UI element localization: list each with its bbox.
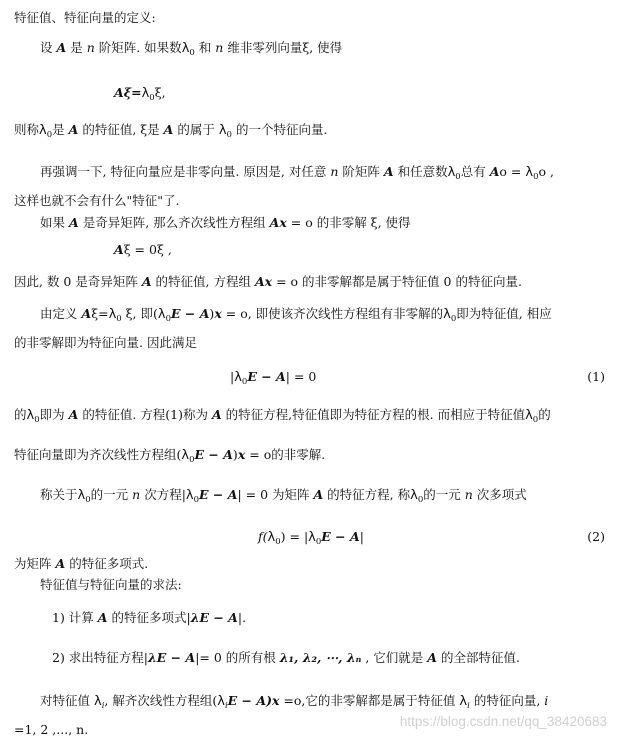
definition-derivation-line-1: 由定义 $A\xi=\lambda_0$ ξ, 即$(\lambda_0E - A)x = o$, 即使该齐次线性方程组有非零解的$\lambda_0$即为特征值, 相应 [40, 306, 552, 324]
characteristic-polynomial: $f(\lambda_0) = |\lambda_0E - A|$ [258, 529, 364, 547]
method-step-2: 2) 求出特征方程|λE − A|= 0 的所有根 λ₁, λ₂, ⋯, λₙ , 它们就是 A 的全部特征值. [52, 650, 520, 665]
equation-eigen-definition: $A\xi=\lambda_0\xi$, [114, 85, 166, 103]
section-heading: 特征值、特征向量的定义: [14, 10, 156, 25]
equation-number-1: (1) [587, 369, 605, 384]
singular-line-2: 因此, 数 0 是奇异矩阵 A 的特征值, 方程组 Ax = o 的非零解都是属于特征值 0 的特征向量. [14, 274, 522, 289]
characteristic-line-2: 特征向量即为齐次线性方程组$(\lambda_0E - A)x = o$的非零解. [14, 447, 326, 465]
emphasis-line-2: 这样也就不会有什么"特征"了. [14, 193, 180, 208]
method-conclusion-line-1: 对特征值 $\lambda_i$, 解齐次线性方程组$(\lambda_iE - A)x =o$,它的非零解都是属于特征值 $\lambda_i$ 的特征向量, i [40, 693, 549, 711]
definition-derivation-line-2: 的非零解即为特征向量. 因此满足 [14, 335, 197, 350]
characteristic-line-1: 的$\lambda_0$即为 A 的特征值. 方程(1)称为 A 的特征方程,特征值即为特征方程的根. 而相应于特征值$\lambda_0$的 [14, 407, 551, 425]
method-conclusion-line-2: =1, 2 ,..., n. [14, 722, 89, 737]
method-step-1: 1) 计算 A 的特征多项式|λE − A|. [52, 610, 247, 625]
definition-line-2: 则称$\lambda_0$是 A 的特征值, ξ是 A 的属于 $\lambda_0$ 的一个特征向量. [14, 122, 328, 140]
singular-line-1: 如果 A 是奇异矩阵, 那么齐次线性方程组 Ax = o 的非零解 ξ, 使得 [40, 215, 411, 230]
definition-line-1: 设 A 是 n 阶矩阵. 如果数$\lambda_0$ 和 n 维非零列向量ξ, 使得 [40, 40, 343, 58]
equation-number-2: (2) [587, 529, 605, 544]
equation-zero-eigen: Aξ = 0ξ , [114, 242, 172, 257]
emphasis-line-1: 再强调一下, 特征向量应是非零向量. 原因是, 对任意 n 阶矩阵 A 和任意数$\lambda_0$总有 $Ao = \lambda_0o$ , [40, 164, 554, 182]
method-heading: 特征值与特征向量的求法: [40, 577, 182, 592]
polynomial-line-1: 称关于$\lambda_0$的一元 n 次方程$|\lambda_0E - A| = 0$ 为矩阵 A 的特征方程, 称$\lambda_0$的一元 n 次多项式 [40, 487, 527, 505]
csdn-watermark: https://blog.csdn.net/qq_38420683 [399, 714, 607, 729]
polynomial-line-2: 为矩阵 A 的特征多项式. [14, 556, 149, 571]
characteristic-equation: $|\lambda_0E - A| = 0$ [230, 369, 317, 387]
